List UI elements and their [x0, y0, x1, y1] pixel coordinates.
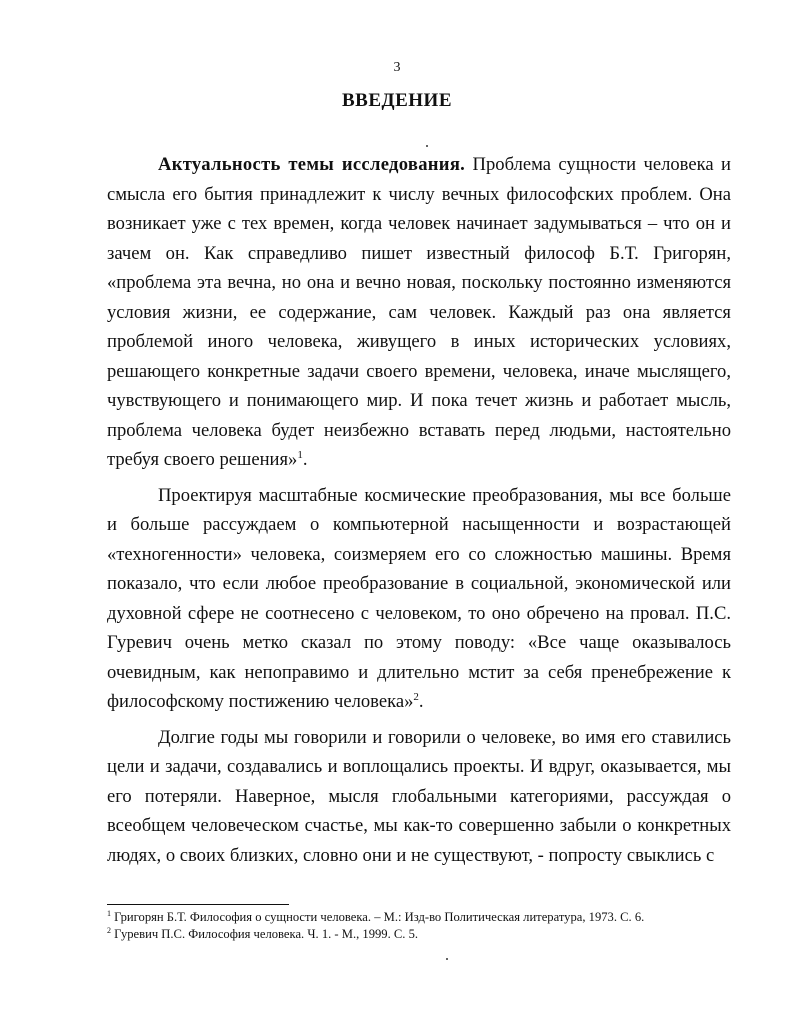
- footnote-2: [107, 926, 731, 943]
- footnote-1: [107, 909, 731, 926]
- main-text: [107, 150, 731, 876]
- footnote-divider: [107, 904, 289, 905]
- footnote-text: Григорян Б.Т. Философия о сущности человека. – М.: Изд-во Политическая литература, 1973. С. 6.: [111, 910, 645, 924]
- paragraph-2-text: Проектируя масштабные космические преобразования, мы все больше и больше рассуждаем о компьютерной насыщенности и возрастающей «техногенности» человека, соизмеряем его со сложностью машины. Время показало, что если любое преобразование в социальной, экономической или духовной сфере не соотнесено с человеком, то оно обречено на провал. П.С. Гуревич очень метко сказал по этому поводу: «Все чаще оказывалось очевидным, как непоправимо и длительно мстит за себя пренебрежение к философскому постижению человека»: [107, 484, 731, 712]
- section-lead: Актуальность темы исследования.: [158, 154, 466, 175]
- scan-speck: [446, 958, 448, 960]
- paragraph-2-end: .: [418, 691, 424, 712]
- footnote-ref-2: 2: [413, 690, 419, 703]
- footnote-ref-1: 1: [297, 448, 303, 461]
- page-number: 3: [393, 60, 401, 75]
- footnote-mark: 2: [107, 925, 111, 935]
- paragraph-2: [107, 481, 731, 717]
- paragraph-3: [107, 723, 731, 871]
- scan-speck: [426, 145, 428, 147]
- page-title: ВВЕДЕНИЕ: [342, 90, 452, 111]
- paragraph-3-text: Долгие годы мы говорили и говорили о человеке, во имя его ставились цели и задачи, создавались и воплощались проекты. И вдруг, оказывается, мы его потеряли. Наверное, мысля глобальными категориями, рассуждая о всеобщем человеческом счастье, мы как-то совершенно забыли о конкретных людях, о своих близких, словно они и не существуют, - попросту свыклись с: [107, 726, 731, 866]
- paragraph-1-end: .: [302, 449, 308, 470]
- footnotes: [107, 909, 731, 943]
- paragraph-1: [107, 150, 731, 475]
- footnote-text: Гуревич П.С. Философия человека. Ч. 1. - М., 1999. С. 5.: [111, 927, 419, 941]
- paragraph-1-text: Проблема сущности человека и смысла его бытия принадлежит к числу вечных философских проблем. Она возникает уже с тех времен, когда человек начинает задумываться – что он и зачем он. Как справедливо пишет известный философ Б.Т. Григорян, «проблема эта вечна, но она и вечно новая, поскольку постоянно изменяются условия жизни, ее содержание, сам человек. Каждый раз она является проблемой иного человека, живущего в иных исторических условиях, решающего конкретные задачи своего времени, человека, иначе мыслящего, чувствующего и понимающего мир. И пока течет жизнь и работает мысль, проблема человека будет неизбежно вставать перед людьми, настоятельно требуя своего решения»: [107, 154, 731, 470]
- footnote-mark: 1: [107, 908, 111, 918]
